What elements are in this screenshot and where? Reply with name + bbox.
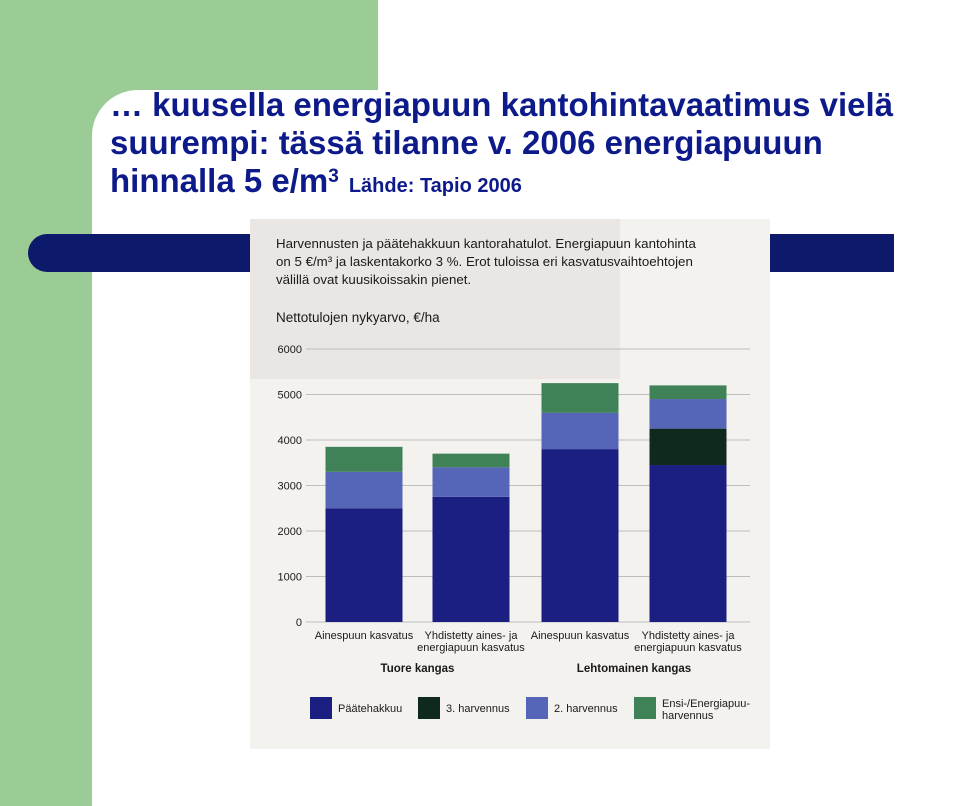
y-tick-label: 2000	[277, 526, 302, 538]
legend-swatch	[634, 697, 656, 719]
bar-segment	[650, 385, 727, 399]
source-note: Lähde: Tapio 2006	[348, 175, 522, 197]
group-label: Lehtomainen kangas	[576, 663, 692, 675]
y-tick-label: 1000	[277, 571, 302, 584]
x-tick-label: Yhdistetty aines- ja	[424, 630, 518, 642]
x-tick-label: Yhdistetty aines- ja	[641, 630, 735, 642]
y-tick-label: 4000	[277, 435, 302, 447]
bar-segment	[542, 383, 619, 413]
bar-segment	[650, 429, 727, 465]
legend-label: 2. harvennus	[554, 703, 618, 715]
legend-label: 3. harvennus	[446, 703, 510, 715]
x-tick-label: Ainespuun kasvatus	[530, 630, 630, 642]
legend-swatch	[310, 697, 332, 719]
figure-caption-line: välillä ovat kuusikoissakin pienet.	[276, 272, 472, 287]
bar-segment	[433, 497, 510, 622]
bar-segment	[650, 399, 727, 429]
y-axis-title: Nettotulojen nykyarvo, €/ha	[276, 310, 440, 325]
bar-segment	[326, 472, 403, 508]
figure-caption-line: on 5 €/m³ ja laskentakorko 3 %. Erot tuloissa eri kasvatusvaihtoehtojen	[276, 254, 693, 269]
slide-title-superscript: 3	[328, 166, 339, 187]
bar-segment	[542, 449, 619, 622]
group-label: Tuore kangas	[380, 663, 455, 675]
slide-title-line-3-main: hinnalla 5 e/m	[110, 162, 329, 199]
slide-title-line-2: suurempi: tässä tilanne v. 2006 energiapuuun	[110, 124, 823, 161]
slide-title-line-3	[110, 162, 960, 205]
y-tick-label: 0	[295, 617, 302, 629]
bar-segment	[433, 467, 510, 497]
x-tick-label: energiapuun kasvatus	[417, 642, 525, 654]
stacked-bar-chart	[250, 219, 770, 749]
bar-segment	[542, 413, 619, 449]
x-tick-label: Ainespuun kasvatus	[314, 630, 414, 642]
figure-caption-line: Harvennusten ja päätehakkuun kantorahatulot. Energiapuun kantohinta	[276, 236, 696, 251]
legend-swatch	[526, 697, 548, 719]
bar-segment	[433, 454, 510, 468]
x-tick-label: energiapuun kasvatus	[634, 642, 742, 654]
legend-swatch	[418, 697, 440, 719]
y-tick-label: 3000	[277, 480, 302, 493]
y-tick-label: 6000	[277, 344, 302, 356]
legend-label: Ensi-/Energiapuu-	[662, 698, 751, 710]
legend-label: Päätehakkuu	[338, 703, 403, 715]
bar-segment	[326, 447, 403, 472]
slide-title	[110, 86, 960, 205]
bar-segment	[650, 465, 727, 622]
legend-label: harvennus	[662, 710, 714, 722]
chart-figure	[250, 219, 770, 749]
bar-segment	[326, 508, 403, 622]
slide-title-line-1: … kuusella energiapuun kantohintavaatimus vielä	[110, 86, 894, 123]
y-tick-label: 5000	[277, 389, 302, 402]
